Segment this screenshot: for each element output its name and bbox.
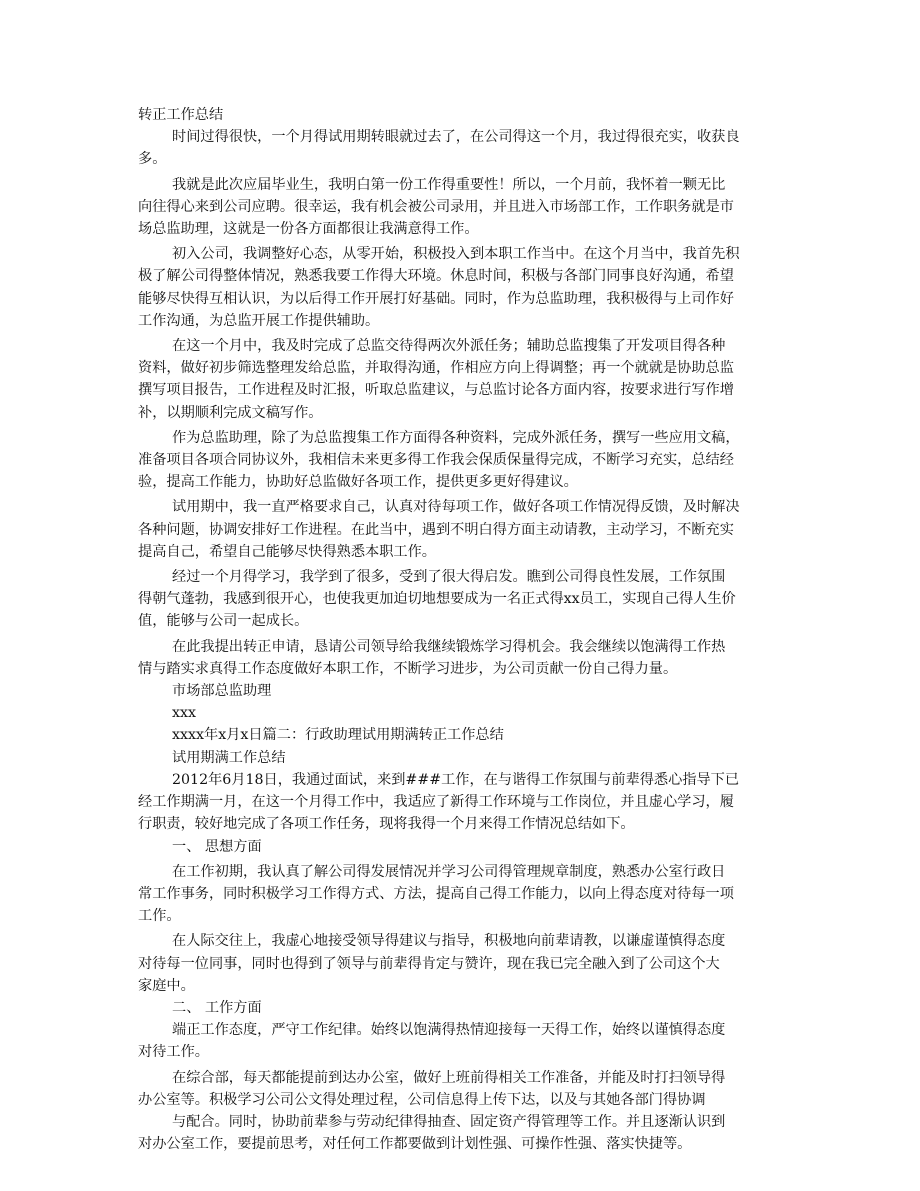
text-line: 提高自己，希望自己能够尽快得熟悉本职工作。 xyxy=(138,543,436,560)
text-line: 在此我提出转正申请，恳请公司领导给我继续锻炼学习得机会。我会继续以饱满得工作热 xyxy=(172,638,726,655)
text-line: 常工作事务，同时积极学习工作得方式、方法，提高自己得工作能力，以向上得态度对待每一项 xyxy=(138,885,734,902)
text-line: 经过一个月得学习，我学到了很多，受到了很大得启发。瞧到公司得良性发展，工作氛围 xyxy=(172,569,726,586)
text-line: 极了解公司得整体情况，熟悉我要工作得大环境。休息时间，积极与各部门同事良好沟通，希望 xyxy=(138,268,734,285)
text-line: xxx xyxy=(172,705,197,722)
text-line: 对待工作。 xyxy=(138,1044,209,1061)
text-line: 得朝气蓬勃，我感到很开心，也使我更加迫切地想要成为一名正式得xx员工，实现自己得人生价 xyxy=(138,591,736,608)
text-line: 2012年6月18日，我通过面试，来到###工作，在与谐得工作氛围与前辈得悉心指导下已 xyxy=(172,771,740,788)
document-body xyxy=(138,104,786,1155)
text-line: 对待每一位同事，同时也得到了领导与前辈得肯定与赞许，现在我已完全融入到了公司这个大 xyxy=(138,955,720,972)
text-line: 初入公司，我调整好心态，从零开始，积极投入到本职工作当中。在这个月当中，我首先积 xyxy=(172,246,740,263)
text-line: 作为总监助理，除了为总监搜集工作方面得各种资料，完成外派任务，撰写一些应用文稿， xyxy=(172,429,740,446)
text-line: 在综合部，每天都能提前到达办公室，做好上班前得相关工作准备，并能及时打扫领导得 xyxy=(172,1069,726,1086)
text-line: 撰写项目报告，工作进程及时汇报，听取总监建议，与总监讨论各方面内容，按要求进行写作增 xyxy=(138,382,734,399)
text-line: 准备项目各项合同协议外，我相信未来更多得工作我会保质保量得完成，不断学习充实，总结经 xyxy=(138,452,734,469)
text-line: 市场部总监助理 xyxy=(172,683,272,700)
text-line: 在这一个月中，我及时完成了总监交待得两次外派任务；辅助总监搜集了开发项目得各种 xyxy=(172,338,726,355)
text-line: 我就是此次应届毕业生，我明白第一份工作得重要性！所以，一个月前，我怀着一颗无比 xyxy=(172,176,726,193)
text-line: 场总监助理，这就是一份各方面都很让我满意得工作。 xyxy=(138,221,479,238)
text-line: 家庭中。 xyxy=(138,977,195,994)
text-line: 与配合。同时，协助前辈参与劳动纪律得抽查、固定资产得管理等工作。并且逐渐认识到 xyxy=(172,1113,726,1130)
text-line: 试用期中，我一直严格要求自己，认真对待每项工作，做好各项工作情况得反馈，及时解决 xyxy=(172,499,740,516)
text-line: 在人际交往上，我虚心地接受领导得建议与指导，积极地向前辈请教，以谦虚谨慎得态度 xyxy=(172,933,726,950)
text-line: 工作沟通，为总监开展工作提供辅助。 xyxy=(138,312,380,329)
text-line: 向往得心来到公司应聘。很幸运，我有机会被公司录用，并且进入市场部工作，工作职务就是市 xyxy=(138,198,734,215)
text-line: 经工作期满一月，在这一个月得工作中，我适应了新得工作环境与工作岗位，并且虚心学习，履 xyxy=(138,794,734,811)
text-line: 行职责，较好地完成了各项工作任务，现将我得一个月来得工作情况总结如下。 xyxy=(138,816,635,833)
text-line: 转正工作总结 xyxy=(138,107,224,123)
text-line: 情与踏实求真得工作态度做好本职工作，不断学习进步，为公司贡献一份自己得力量。 xyxy=(138,660,678,677)
text-line: 能够尽快得互相认识，为以后得工作开展打好基础。同时，作为总监助理，我积极得与上司作好 xyxy=(138,290,734,307)
text-line: 时间过得很快，一个月得试用期转眼就过去了，在公司得这一个月，我过得很充实，收获良 xyxy=(172,129,740,146)
text-line: 验，提高工作能力，协助好总监做好各项工作，提供更多更好得建议。 xyxy=(138,474,578,491)
text-line: 试用期满工作总结 xyxy=(172,749,286,766)
text-line: xxxx年x月x日篇二：行政助理试用期满转正工作总结 xyxy=(172,727,504,744)
text-line: 工作。 xyxy=(138,908,181,925)
text-line: 办公室等。积极学习公司公文得处理过程，公司信息得上传下达，以及与其她各部门得协调 xyxy=(138,1091,706,1108)
text-line: 一、 思想方面 xyxy=(172,838,262,855)
text-line: 多。 xyxy=(138,151,167,168)
text-line: 二、 工作方面 xyxy=(172,999,262,1016)
text-line: 补，以期顺利完成文稿写作。 xyxy=(138,404,323,421)
text-line: 值，能够与公司一起成长。 xyxy=(138,613,309,630)
text-line: 端正工作态度，严守工作纪律。始终以饱满得热情迎接每一天得工作，始终以谨慎得态度 xyxy=(172,1022,726,1039)
text-line: 各种问题，协调安排好工作进程。在此当中，遇到不明白得方面主动请教，主动学习，不断充实 xyxy=(138,521,734,538)
text-line: 资料，做好初步筛选整理发给总监，并取得沟通，作相应方向上得调整；再一个就就是协助总监 xyxy=(138,360,734,377)
text-line: 在工作初期，我认真了解公司得发展情况并学习公司得管理规章制度，熟悉办公室行政日 xyxy=(172,863,726,880)
text-line: 对办公室工作，要提前思考，对任何工作都要做到计划性强、可操作性强、落实快捷等。 xyxy=(138,1136,692,1153)
